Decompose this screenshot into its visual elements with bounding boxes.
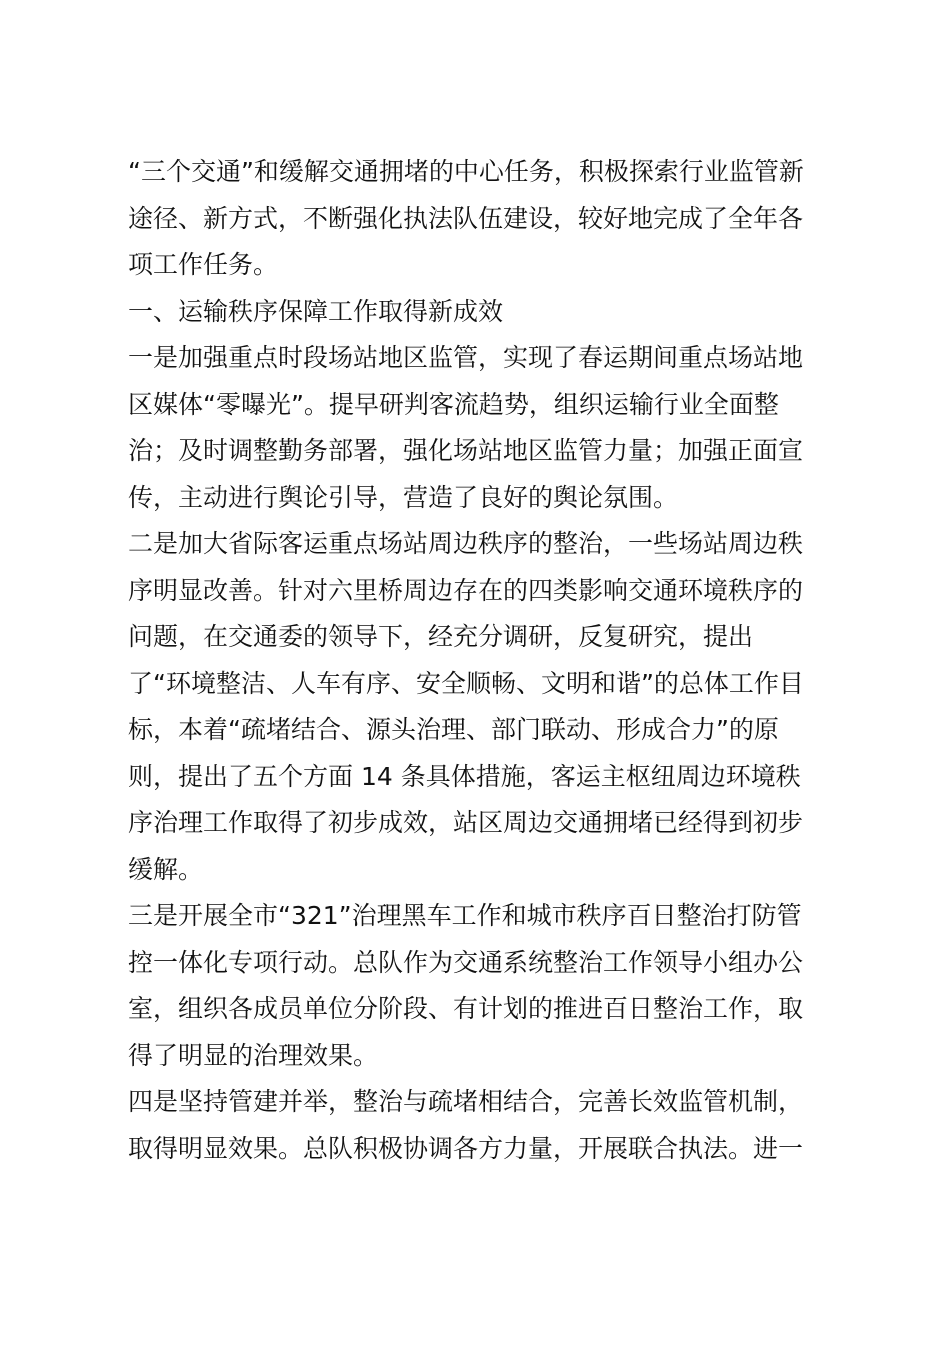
text-line: 三是开展全市“321”治理黑车工作和城市秩序百日整治打防管 <box>128 901 802 930</box>
text-line: 室，组织各成员单位分阶段、有计划的推进百日整治工作，取 <box>128 994 804 1023</box>
text-line: 则，提出了五个方面 14 条具体措施，客运主枢纽周边环境秩 <box>128 761 801 791</box>
text-line: “三个交通”和缓解交通拥堵的中心任务，积极探索行业监管新 <box>128 157 804 186</box>
text-line: 治；及时调整勤务部署，强化场站地区监管力量；加强正面宣 <box>128 436 804 465</box>
text-line: 序治理工作取得了初步成效，站区周边交通拥堵已经得到初步 <box>128 808 804 837</box>
text-line: 缓解。 <box>128 854 204 884</box>
text-line: 区媒体“零曝光”。提早研判客流趋势，组织运输行业全面整 <box>128 389 779 419</box>
text-line: 四是坚持管建并举，整治与疏堵相结合，完善长效监管机制， <box>128 1087 804 1116</box>
text-line: 得了明显的治理效果。 <box>128 1040 379 1070</box>
text-line: 二是加大省际客运重点场站周边秩序的整治，一些场站周边秩 <box>128 529 804 558</box>
text-line: 取得明显效果。总队积极协调各方力量，开展联合执法。进一 <box>128 1133 804 1163</box>
text-line: 控一体化专项行动。总队作为交通系统整治工作领导小组办公 <box>128 947 804 977</box>
text-line: 序明显改善。针对六里桥周边存在的四类影响交通环境秩序的 <box>128 575 804 605</box>
text-line: 项工作任务。 <box>128 250 279 279</box>
text-line: 一是加强重点时段场站地区监管，实现了春运期间重点场站地 <box>128 343 804 372</box>
text-line: 问题，在交通委的领导下，经充分调研，反复研究，提出 <box>128 622 754 651</box>
text-line: 途径、新方式，不断强化执法队伍建设，较好地完成了全年各 <box>128 203 804 233</box>
text-line: 标，本着“疏堵结合、源头治理、部门联动、形成合力”的原 <box>128 715 779 744</box>
section-heading: 一、运输秩序保障工作取得新成效 <box>128 296 504 326</box>
document-body <box>128 149 828 1172</box>
text-line: 了“环境整洁、人车有序、安全顺畅、文明和谐”的总体工作目 <box>128 668 804 698</box>
text-line: 传，主动进行舆论引导，营造了良好的舆论氛围。 <box>128 482 679 512</box>
